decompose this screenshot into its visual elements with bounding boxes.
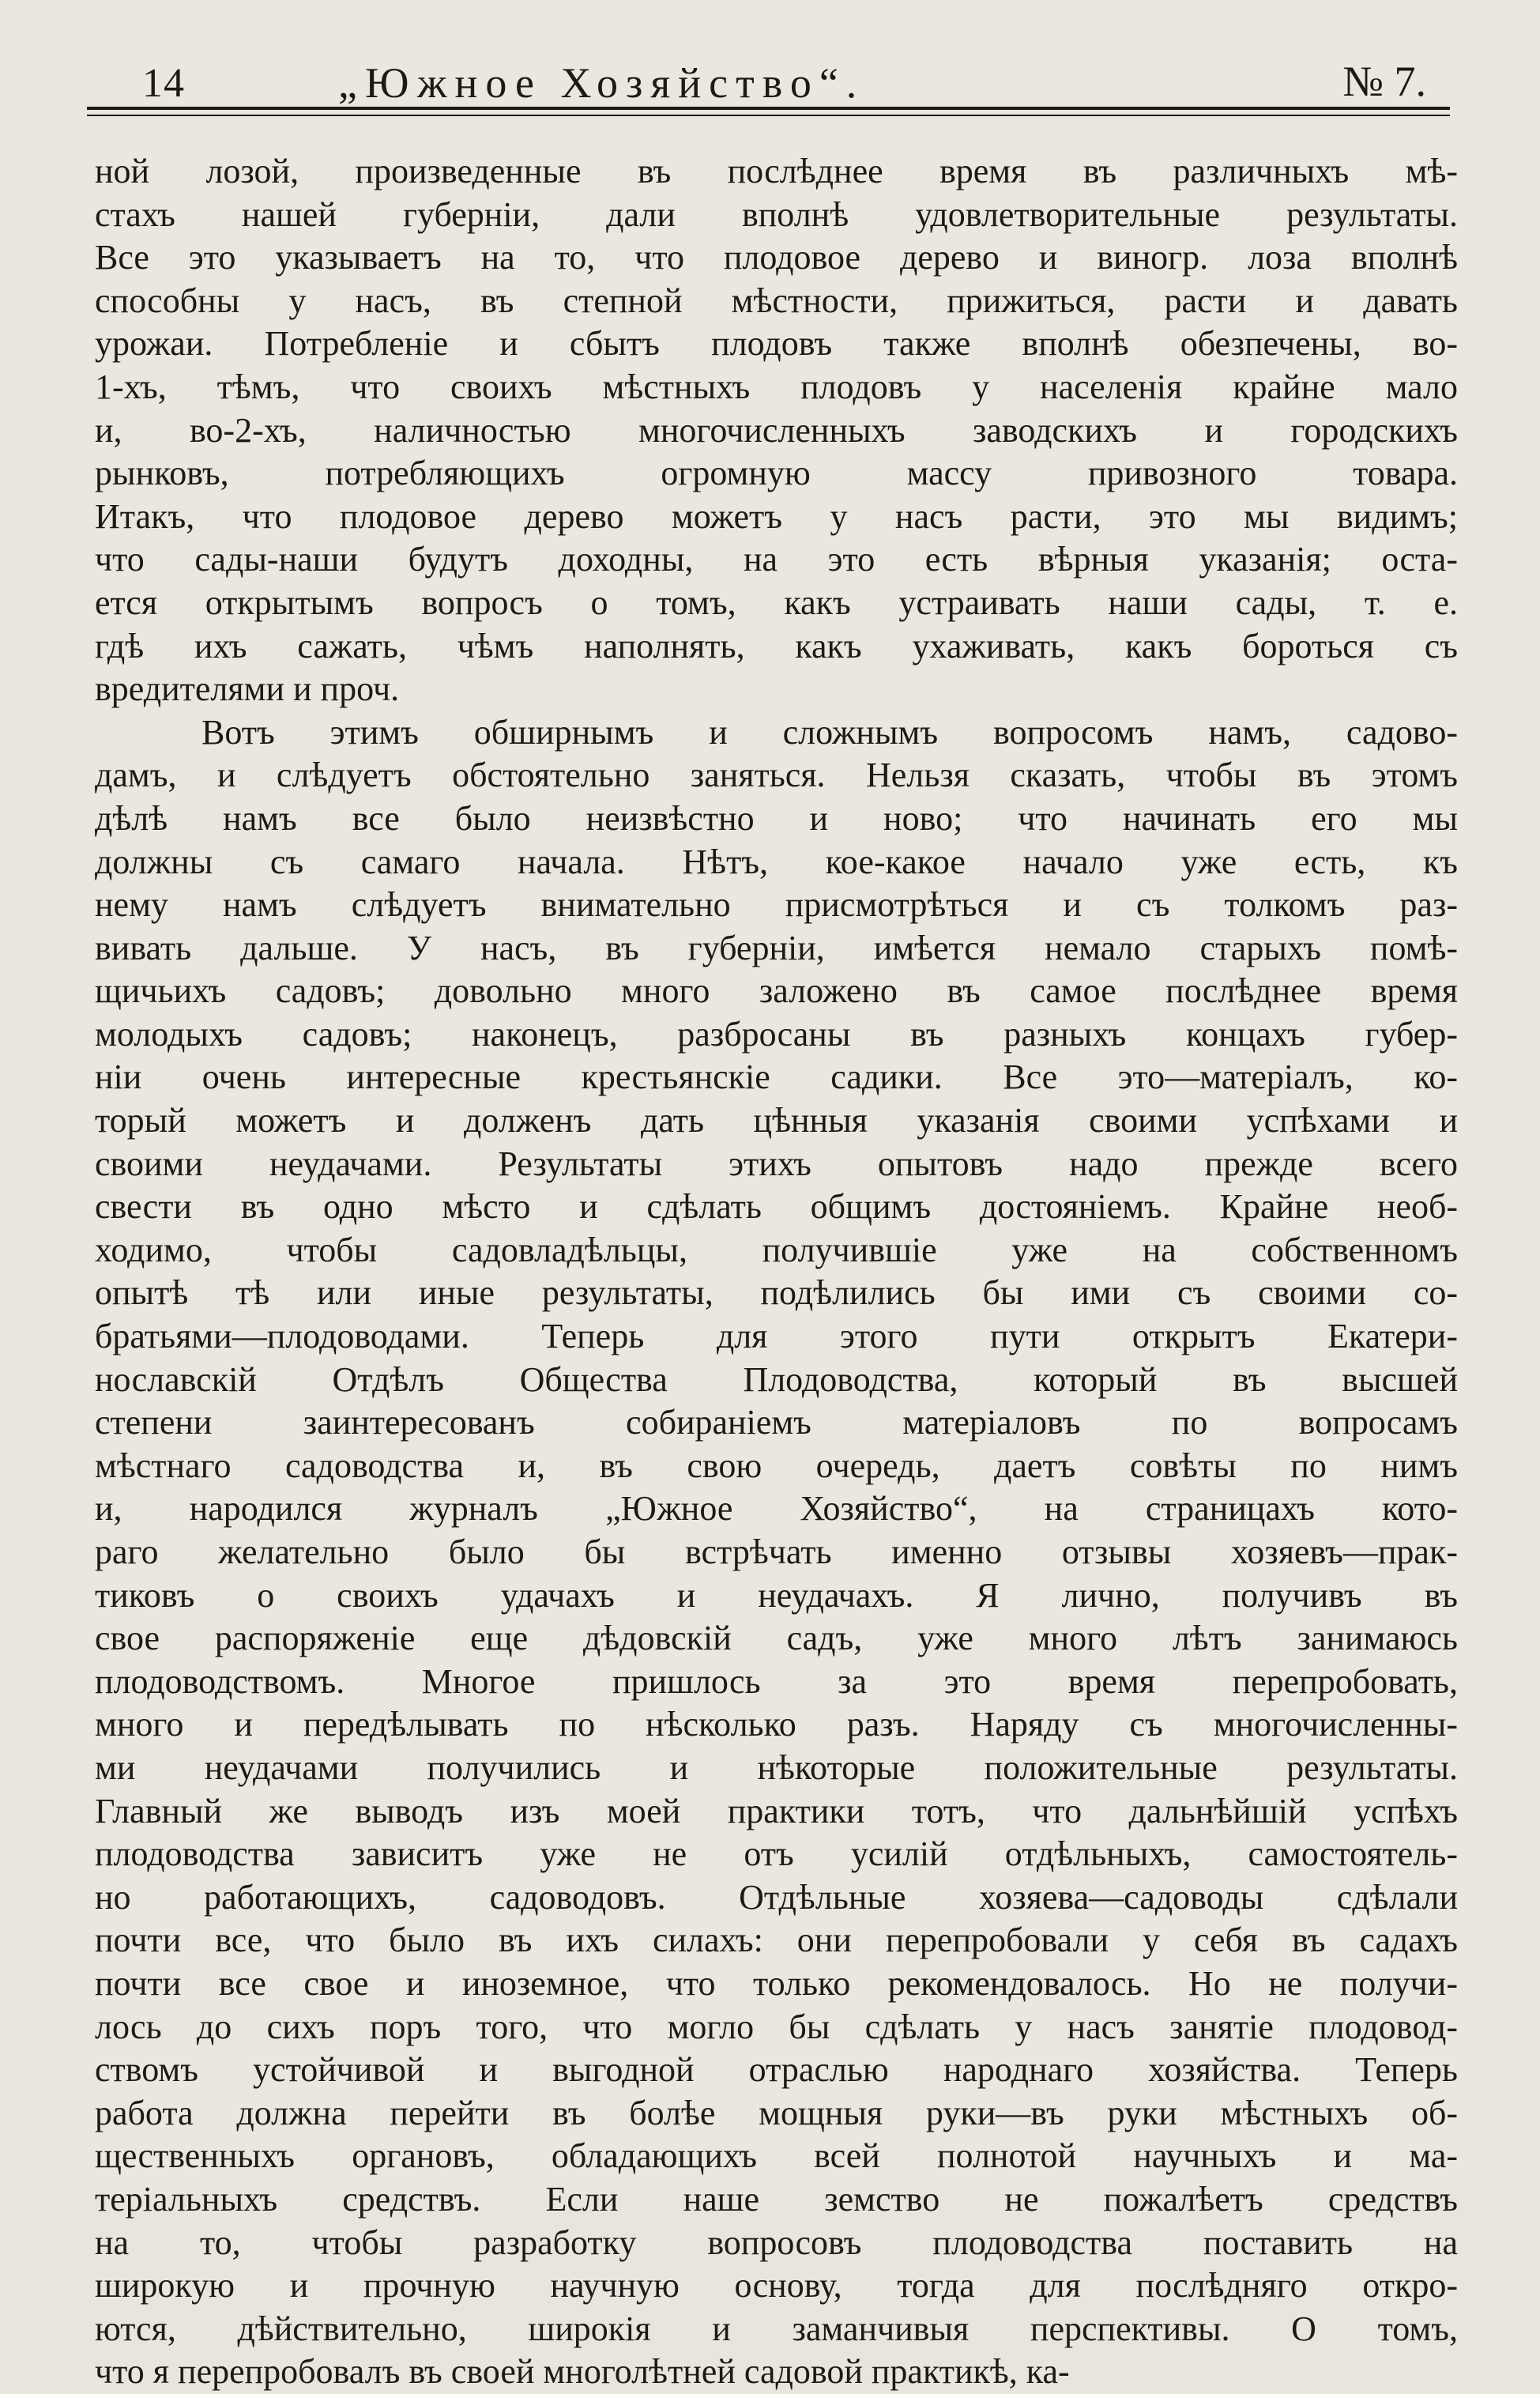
header-rule <box>87 107 1450 110</box>
text-line: лось до сихъ поръ того, что могло бы сдѣлать у насъ занятіе плодовод- <box>95 2007 1458 2046</box>
article-body <box>95 150 1458 2394</box>
text-line: теріальныхъ средствъ. Если наше земство не пожалѣетъ средствъ <box>95 2179 1458 2219</box>
issue-number: № 7. <box>1342 58 1426 105</box>
text-line: ходимо, чтобы садовладѣльцы, получившіе уже на собственномъ <box>95 1230 1458 1269</box>
text-line: нославскій Отдѣлъ Общества Плодоводства, который въ высшей <box>95 1359 1458 1399</box>
text-line: должны съ самаго начала. Нѣтъ, кое-какое начало уже есть, къ <box>95 842 1458 881</box>
text-line: свести въ одно мѣсто и сдѣлать общимъ достояніемъ. Крайне необ- <box>95 1187 1458 1227</box>
text-line: торый можетъ и долженъ дать цѣнныя указанія своими успѣхами и <box>95 1101 1458 1140</box>
text-line: плодоводства зависитъ уже не отъ усилій отдѣльныхъ, самостоятель- <box>95 1834 1458 1874</box>
text-line: опытѣ тѣ или иные результаты, подѣлились бы ими съ своими со- <box>95 1273 1458 1313</box>
text-line: способны у насъ, въ степной мѣстности, прижиться, расти и давать <box>95 281 1458 320</box>
text-line: щественныхъ органовъ, обладающихъ всей полнотой научныхъ и ма- <box>95 2136 1458 2176</box>
text-line: дамъ, и слѣдуетъ обстоятельно заняться. Нельзя сказать, чтобы въ этомъ <box>95 756 1458 795</box>
text-line: работа должна перейти въ болѣе мощныя руки—въ руки мѣстныхъ об- <box>95 2093 1458 2132</box>
text-line: стахъ нашей губерніи, дали вполнѣ удовлетворительные результаты. <box>95 194 1458 234</box>
text-line: на то, чтобы разработку вопросовъ плодоводства поставить на <box>95 2222 1458 2262</box>
text-line: дѣлѣ намъ все было неизвѣстно и ново; что начинать его мы <box>95 798 1458 838</box>
text-line: степени заинтересованъ собираніемъ матеріаловъ по вопросамъ <box>95 1403 1458 1442</box>
text-line: ются, дѣйствительно, широкія и заманчивыя перспективы. О томъ, <box>95 2309 1458 2348</box>
paragraph <box>95 711 1458 2394</box>
page-number: 14 <box>142 61 185 106</box>
text-line: широкую и прочную научную основу, тогда для послѣдняго откро- <box>95 2266 1458 2305</box>
text-line: рынковъ, потребляющихъ огромную массу привозного товара. <box>95 454 1458 493</box>
text-line: Вотъ этимъ обширнымъ и сложнымъ вопросомъ намъ, садово- <box>201 712 1458 752</box>
text-line: вредителями и проч. <box>95 669 400 709</box>
text-line: своими неудачами. Результаты этихъ опытовъ надо прежде всего <box>95 1144 1458 1183</box>
text-line: почти все, что было въ ихъ силахъ: они перепробовали у себя въ садахъ <box>95 1921 1458 1960</box>
text-line: почти все свое и иноземное, что только рекомендовалось. Но не получи- <box>95 1963 1458 2003</box>
text-line: урожаи. Потребленіе и сбытъ плодовъ также вполнѣ обезпечены, во- <box>95 324 1458 364</box>
text-line: гдѣ ихъ сажать, чѣмъ наполнять, какъ ухаживать, какъ бороться съ <box>95 626 1458 665</box>
text-line: вивать дальше. У насъ, въ губерніи, имѣется немало старыхъ помѣ- <box>95 928 1458 967</box>
text-line: плодоводствомъ. Многое пришлось за это время перепробовать, <box>95 1661 1458 1701</box>
text-line: ніи очень интересные крестьянскіе садики. Все это—матеріалъ, ко- <box>95 1058 1458 1097</box>
text-line: Все это указываетъ на то, что плодовое дерево и виногр. лоза вполнѣ <box>95 238 1458 277</box>
header-rule-thin <box>87 115 1450 116</box>
journal-title: „Южное Хозяйство“. <box>338 59 865 107</box>
text-line: что я перепробовалъ въ своей многолѣтней садовой практикѣ, ка- <box>95 2352 1070 2392</box>
text-line: братьями—плодоводами. Теперь для этого пути открытъ Екатери- <box>95 1317 1458 1356</box>
text-line: ми неудачами получились и нѣкоторые положительные результаты. <box>95 1747 1458 1787</box>
text-line: но работающихъ, садоводовъ. Отдѣльные хозяева—садоводы сдѣлали <box>95 1877 1458 1917</box>
text-line: Итакъ, что плодовое дерево можетъ у насъ расти, это мы видимъ; <box>95 496 1458 536</box>
text-line: свое распоряженіе еще дѣдовскій садъ, уже много лѣтъ занимаюсь <box>95 1619 1458 1658</box>
text-line: молодыхъ садовъ; наконецъ, разбросаны въ разныхъ концахъ губер- <box>95 1014 1458 1054</box>
text-line: раго желательно было бы встрѣчать именно отзывы хозяевъ—прак- <box>95 1533 1458 1571</box>
text-line: и, народился журналъ „Южное Хозяйство“, на страницахъ кото- <box>95 1489 1458 1529</box>
paragraph <box>95 150 1458 711</box>
running-header <box>87 55 1450 111</box>
text-line: ствомъ устойчивой и выгодной отраслью народнаго хозяйства. Теперь <box>95 2050 1458 2090</box>
text-line: ной лозой, произведенные въ послѣднее время въ различныхъ мѣ- <box>95 152 1458 190</box>
text-line: что сады-наши будутъ доходны, на это есть вѣрныя указанія; оста- <box>95 540 1458 579</box>
text-line: 1-хъ, тѣмъ, что своихъ мѣстныхъ плодовъ у населенія крайне мало <box>95 367 1458 406</box>
text-line: и, во-2-хъ, наличностью многочисленныхъ заводскихъ и городскихъ <box>95 410 1458 450</box>
text-line: нему намъ слѣдуетъ внимательно присмотрѣться и съ толкомъ раз- <box>95 885 1458 925</box>
text-line: тиковъ о своихъ удачахъ и неудачахъ. Я лично, получивъ въ <box>95 1575 1458 1615</box>
text-line: Главный же выводъ изъ моей практики тотъ, что дальнѣйшій успѣхъ <box>95 1791 1458 1830</box>
text-line: щичьихъ садовъ; довольно много заложено въ самое послѣднее время <box>95 971 1458 1011</box>
text-line: много и передѣлывать по нѣсколько разъ. Наряду съ многочисленны- <box>95 1705 1458 1744</box>
text-line: мѣстнаго садоводства и, въ свою очередь, даетъ совѣты по нимъ <box>95 1446 1458 1485</box>
text-line: ется открытымъ вопросъ о томъ, какъ устраивать наши сады, т. е. <box>95 582 1458 622</box>
